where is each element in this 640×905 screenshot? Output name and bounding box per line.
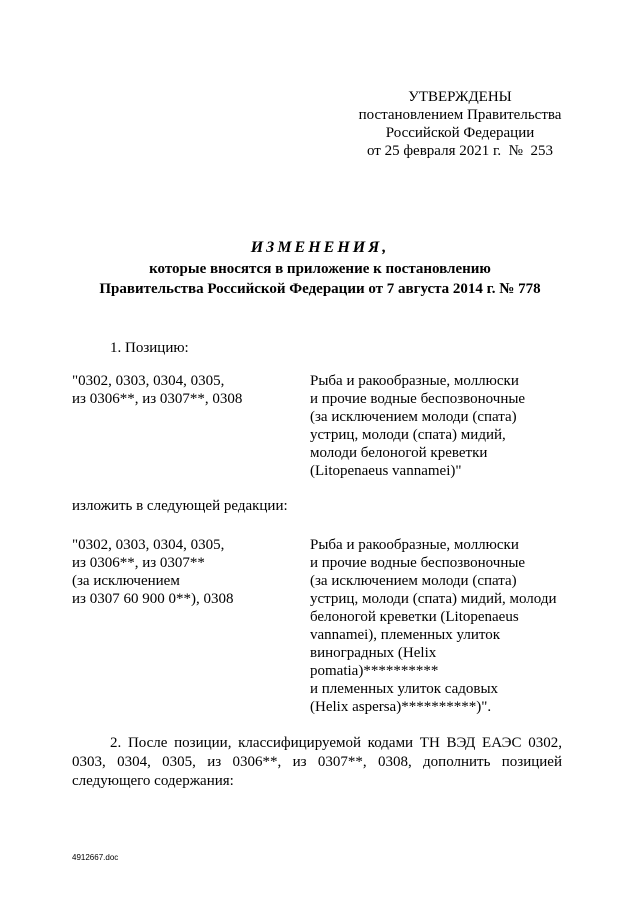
new-position-description <box>310 536 582 716</box>
heading-line: Правительства Российской Федерации от 7 августа 2014 г. № 778 <box>99 281 541 297</box>
approval-line: постановлением Правительства <box>358 107 562 123</box>
code-line: (за исключением <box>72 573 180 589</box>
old-position-description <box>310 372 582 480</box>
document-file-id: 4912667.doc <box>72 853 119 862</box>
heading-title: ИЗМЕНЕНИЯ, <box>250 239 390 256</box>
description-line: (за исключением молоди (спата) <box>310 573 517 589</box>
description-line: молоди белоногой креветки <box>310 445 488 461</box>
old-position-codes <box>72 372 292 408</box>
description-line: pomatia)********** <box>310 663 439 679</box>
code-line: из 0307 60 900 0**), 0308 <box>72 591 234 607</box>
description-line: (за исключением молоди (спата) <box>310 409 517 425</box>
code-line: из 0306**, из 0307**, 0308 <box>72 391 243 407</box>
description-line: vannamei), племенных улиток <box>310 627 501 643</box>
description-line: (Helix aspersa)**********)". <box>310 699 492 715</box>
description-line: белоногой креветки (Litopenaeus <box>310 609 519 625</box>
approval-title: УТВЕРЖДЕНЫ <box>408 89 512 105</box>
description-line: устриц, молоди (спата) мидий, молоди <box>310 591 557 607</box>
new-position-codes <box>72 536 292 608</box>
description-line: и прочие водные беспозвоночные <box>310 391 526 407</box>
description-line: и племенных улиток садовых <box>310 681 499 697</box>
description-line: Рыба и ракообразные, моллюски <box>310 537 519 553</box>
code-line: из 0306**, из 0307** <box>72 555 205 571</box>
approval-block <box>340 88 580 160</box>
item1-intro: 1. Позицию: <box>110 340 189 356</box>
redaction-text: изложить в следующей редакции: <box>72 498 288 514</box>
code-line: "0302, 0303, 0304, 0305, <box>72 373 225 389</box>
description-line: устриц, молоди (спата) мидий, <box>310 427 506 443</box>
description-line: (Litopenaeus vannamei)" <box>310 463 462 479</box>
item2-paragraph: 2. После позиции, классифицируемой кодами ТН ВЭД ЕАЭС 0302, 0303, 0304, 0305, из 0306**, из 0307**, 0308, дополнить позицией следующего содержания: <box>72 735 562 789</box>
heading-line: которые вносятся в приложение к постановлению <box>149 261 491 277</box>
description-line: и прочие водные беспозвоночные <box>310 555 526 571</box>
approval-line: от 25 февраля 2021 г. № 253 <box>366 143 553 159</box>
approval-line: Российской Федерации <box>385 125 535 141</box>
description-line: Рыба и ракообразные, моллюски <box>310 373 519 389</box>
document-heading <box>60 238 580 298</box>
description-line: виноградных (Helix <box>310 645 437 661</box>
code-line: "0302, 0303, 0304, 0305, <box>72 537 225 553</box>
